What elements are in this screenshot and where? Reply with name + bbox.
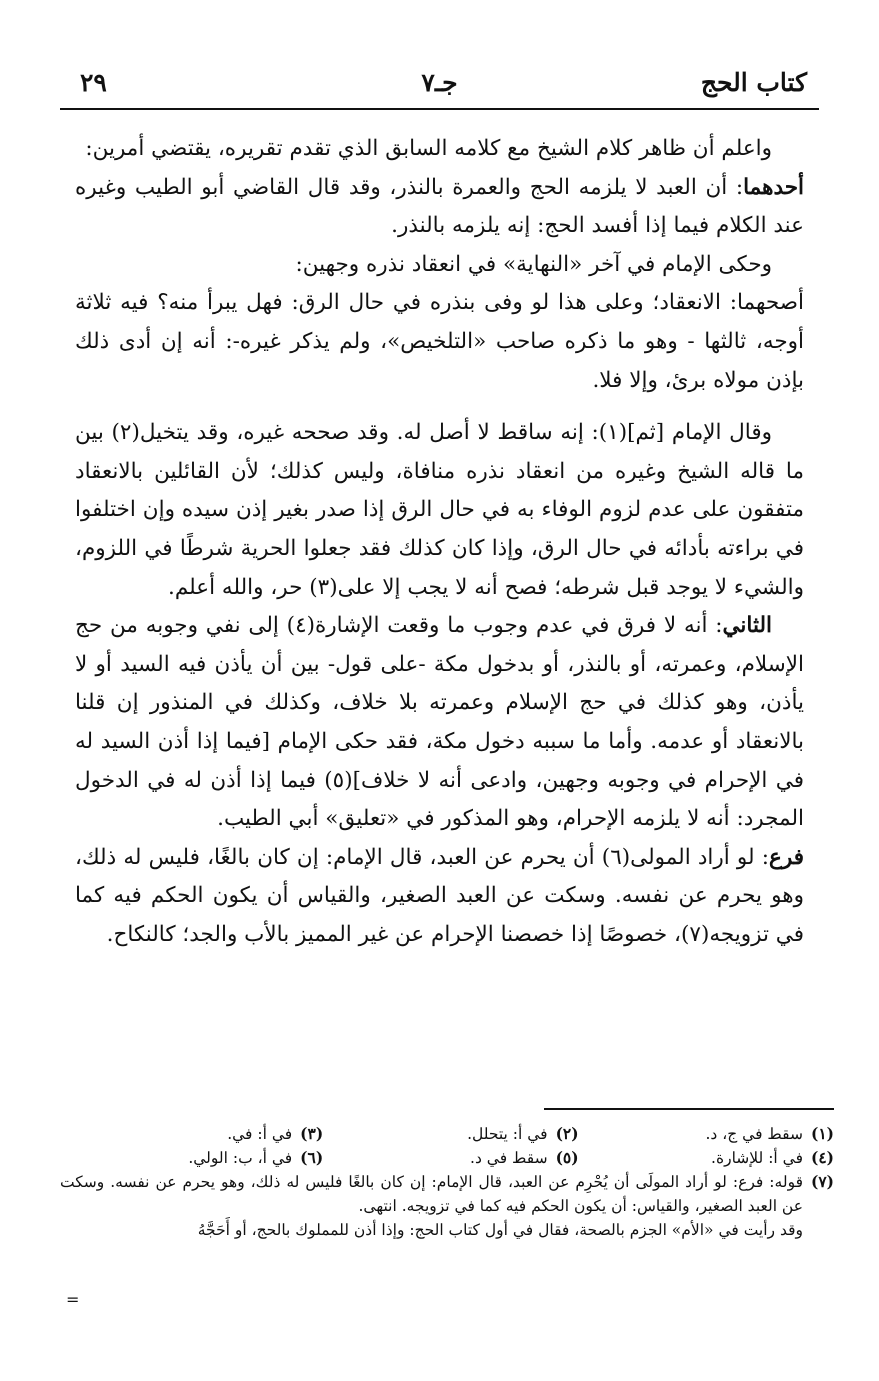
paragraph: وحكى الإمام في آخر «النهاية» في انعقاد نذره وجهين: <box>295 251 772 277</box>
continuation-mark: = <box>66 1290 80 1309</box>
book-title: كتاب الحج <box>700 68 807 97</box>
footnote-body <box>60 1170 803 1242</box>
footnote-text: في أ، ب: الولي. <box>188 1149 293 1167</box>
footnote <box>323 1146 578 1170</box>
footnote-number: (٢) <box>555 1124 579 1143</box>
paragraph-text: : أن العبد لا يلزمه الحج والعمرة بالنذر، وقد قال القاضي أبو الطيب وغيره عند الكلام فيما إذا أفسد الحج: إنه يلزمه بالنذر. <box>75 174 804 239</box>
paragraph: وقال الإمام [ثم](١): إنه ساقط لا أصل له. وقد صححه غيره، وقد يتخيل(٢) بين ما قاله الشيخ وغيره من انعقاد نذره منافاة، وليس كذلك؛ لأن القائلين بالانعقاد متفقون على عدم لزوم الوفاء به في حال الرق إذا صدر بغير إذن سيده وإن اختلفوا في براءته بأدائه في حال الرق، وإذا كان كذلك فقد جعلوا الحرية شرطًا في اللزوم، والشيء لا يوجد قبل شرطه؛ فصح أنه لا يجب إلا على(٣) حر، والله أعلم. <box>75 420 804 600</box>
footnote <box>579 1122 834 1146</box>
paragraph-text: : أنه لا فرق في عدم وجوب ما وقعت الإشارة(٤) إلى نفي وجوبه من حج الإسلام، وعمرته، أو بالنذر، أو بدخول مكة -على قول- بين أن يأذن فيه السيد أو لا يأذن، وهو كذلك في حج الإسلام وعمرته بلا خلاف، وكذلك في المنذور إن قلنا بالانعقاد أو عدمه. وأما ما سببه دخول مكة، فقد حكى الإمام [فيما إذا أذن السيد له في الإحرام في وجوبه وجهين، وادعى أنه لا خلاف](٥) فيما إذا أذن له في الدخول المجرد: أنه لا يلزمه الإحرام، وهو المذكور في «تعليق» أبي الطيب. <box>75 613 804 832</box>
paragraph-lead: فرع <box>769 844 804 870</box>
header-divider <box>60 108 819 110</box>
footnote <box>68 1146 323 1170</box>
paragraph-lead: الثاني <box>722 613 772 639</box>
footnote-text: في أ: للإشارة. <box>711 1149 803 1167</box>
footnote-divider <box>544 1108 834 1110</box>
paragraph <box>75 169 804 246</box>
footnote-text: في أ: في. <box>227 1125 293 1143</box>
page-number: ٢٩ <box>80 68 107 97</box>
footnotes <box>60 1122 834 1242</box>
paragraph: واعلم أن ظاهر كلام الشيخ مع كلامه السابق الذي تقدم تقريره، يقتضي أمرين: <box>85 136 772 161</box>
footnote <box>68 1122 323 1146</box>
main-text <box>75 130 804 954</box>
footnote-text: وقد رأيت في «الأم» الجزم بالصحة، فقال في أول كتاب الحج: وإذا أذن للمملوك بالحج، أو أَحَجَّهُ <box>197 1221 803 1239</box>
footnote-row <box>60 1146 834 1170</box>
footnote-number: (٥) <box>555 1148 579 1167</box>
paragraph: أصحهما: الانعقاد؛ وعلى هذا لو وفى بنذره في حال الرق: فهل يبرأ منه؟ فيه ثلاثة أوجه، ثالثها - وهو ما ذكره صاحب «التلخيص»، ولم يذكر غيره-: أنه إن أدى ذلك بإذن مولاه برئ، وإلا فلا. <box>75 290 804 393</box>
footnote <box>579 1146 834 1170</box>
footnote-text: سقط في د. <box>470 1149 548 1167</box>
footnote-number: (٤) <box>810 1148 834 1167</box>
page-header <box>60 62 819 102</box>
paragraph-text: : لو أراد المولى(٦) أن يحرم عن العبد، قال الإمام: إن كان بالغًا، فليس له ذلك، وهو يحرم عن نفسه. وسكت عن العبد الصغير، والقياس أن يكون الحكم فيه كما في تزويجه(٧)، خصوصًا إذا خصصنا الإحرام عن غير المميز بالأب والجد؛ كالنكاح. <box>75 844 804 947</box>
volume-label: جـ٧ <box>421 68 458 97</box>
footnote-number: (٦) <box>300 1148 324 1167</box>
footnote-number: (٧) <box>810 1172 834 1191</box>
footnote <box>323 1122 578 1146</box>
footnote-row <box>60 1122 834 1146</box>
footnote-number: (٣) <box>300 1124 324 1143</box>
paragraph <box>75 607 804 839</box>
footnote-text: سقط في ج، د. <box>705 1125 803 1143</box>
footnote-number: (١) <box>810 1124 834 1143</box>
footnote <box>60 1170 834 1242</box>
footnote-text: في أ: يتحلل. <box>467 1125 548 1143</box>
footnote-text: قوله: فرع: لو أراد المولَى أن يُحْرِم عن العبد، قال الإمام: إن كان بالغًا فليس له ذلك، وهو يحرم عن نفسه. وسكت عن العبد الصغير، والقياس: أن يكون الحكم فيه كما في تزويجه. انتهى. <box>60 1173 803 1215</box>
paragraph-lead: أحدهما <box>743 174 804 200</box>
paragraph <box>75 839 804 955</box>
